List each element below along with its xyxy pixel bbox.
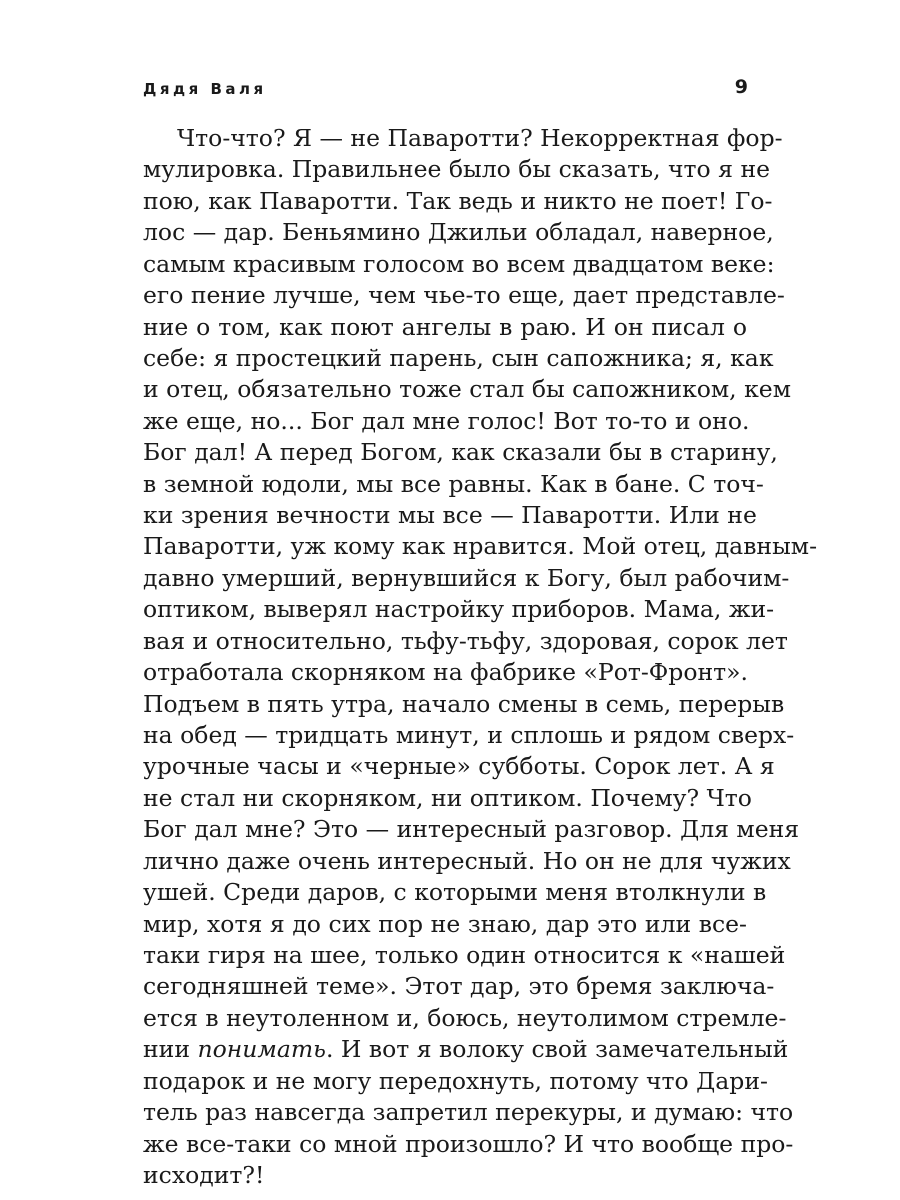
text-line: вая и относительно, тьфу-тьфу, здоровая, сорок лет [143,626,788,655]
body-text [143,123,818,1191]
text-line: тель раз навсегда запретил перекуры, и думаю: что [143,1098,794,1127]
text-line: Бог дал! А перед Богом, как сказали бы в старину, [143,438,778,467]
text-line: самым красивым голосом во всем двадцатом веке: [143,249,775,278]
text-line: в земной юдоли, мы все равны. Как в бане. С точ- [143,469,764,498]
text-line: Бог дал мне? Это — интересный разговор. Для меня [143,815,800,844]
text-line: себе: я простецкий парень, сын сапожника; я, как [143,343,774,372]
text-line-with-emphasis [143,1034,789,1065]
text-line: ется в неутоленном и, боюсь, неутолимом стремле- [143,1003,787,1032]
text-line: пою, как Паваротти. Так ведь и никто не поет! Го- [143,186,773,215]
text-line: таки гиря на шее, только один относится к «нашей [143,940,786,969]
text-line: не стал ни скорняком, ни оптиком. Почему? Что [143,783,752,812]
text-line: оптиком, выверял настройку приборов. Мама, жи- [143,595,775,624]
text-line: ки зрения вечности мы все — Паваротти. Или не [143,501,757,530]
text-line: его пение лучше, чем чье-то еще, дает представле- [143,281,785,310]
text-line: подарок и не могу передохнуть, потому что Дари- [143,1066,768,1095]
line-rest: . И вот я волоку свой замечательный [325,1035,789,1064]
text-line: Подъем в пять утра, начало смены в семь, перерыв [143,689,785,718]
text-line: же все-таки со мной произошло? И что вообще про- [143,1129,794,1158]
text-line: урочные часы и «черные» субботы. Сорок лет. А я [143,752,775,781]
text-line: на обед — тридцать минут, и сплошь и рядом сверх- [143,721,795,750]
text-line: ушей. Среди даров, с которыми меня втолкнули в [143,878,767,907]
emphasis-word: понимать [197,1035,326,1064]
text-line: ние о том, как поют ангелы в раю. И он писал о [143,312,747,341]
text-line: Паваротти, уж кому как нравится. Мой отец, давным- [143,532,818,561]
text-line: и отец, обязательно тоже стал бы сапожником, кем [143,375,791,404]
text-line: Что-что? Я — не Паваротти? Некорректная фор- [177,124,783,152]
text-line: мир, хотя я до сих пор не знаю, дар это или все- [143,909,747,938]
line-prefix: нии [143,1035,198,1064]
text-line: давно умерший, вернувшийся к Богу, был рабочим- [143,563,790,592]
text-line: мулировка. Правильнее было бы сказать, что я не [143,155,771,184]
text-line: сегодняшней теме». Этот дар, это бремя заключа- [143,972,775,1001]
text-line: же еще, но... Бог дал мне голос! Вот то-то и оно. [143,406,750,435]
text-line: лос — дар. Беньямино Джильи обладал, наверное, [143,218,774,247]
running-title: Дядя Валя [143,80,267,98]
page-number: 9 [734,76,748,98]
text-line: исходит?! [143,1160,265,1189]
text-line: отработала скорняком на фабрике «Рот-Фронт». [143,658,748,687]
text-line: лично даже очень интересный. Но он не для чужих [143,846,791,875]
